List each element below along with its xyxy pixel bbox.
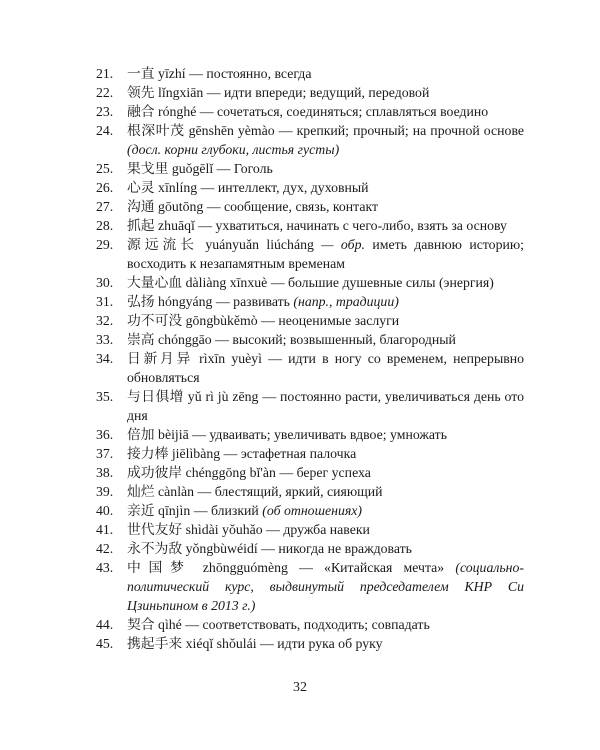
vocabulary-entry xyxy=(96,235,524,273)
entry-definition: — эстафетная палочка xyxy=(220,446,357,461)
entry-definition: — высокий; возвышенный, благородный xyxy=(211,332,456,347)
entry-definition: — блестящий, яркий, сияющий xyxy=(194,484,383,499)
entry-term: 领先 lǐngxiān xyxy=(127,85,204,100)
vocabulary-entry xyxy=(96,558,524,615)
entry-definition: — дружба навеки xyxy=(262,522,370,537)
vocabulary-entry xyxy=(96,425,524,444)
entry-number: 31. xyxy=(96,294,114,309)
vocabulary-entry xyxy=(96,64,524,83)
entry-note: — обр. xyxy=(313,237,365,252)
entry-definition: — идти в ногу со временем, непрерывно обновляться xyxy=(127,351,525,385)
entry-text xyxy=(127,349,524,387)
entry-text xyxy=(127,558,524,615)
vocabulary-entry xyxy=(96,501,524,520)
entry-term: 心灵 xīnlíng xyxy=(127,180,198,195)
entry-text xyxy=(127,615,524,634)
entry-number: 33. xyxy=(96,332,114,347)
entry-definition: — неоценимые заслуги xyxy=(257,313,400,328)
entry-definition: — Гоголь xyxy=(213,161,273,176)
page-number: 32 xyxy=(293,680,307,695)
vocabulary-entry xyxy=(96,178,524,197)
entry-definition: — идти впереди; ведущий, передовой xyxy=(203,85,430,100)
entry-definition: — сочетаться, соединяться; сплавляться воедино xyxy=(196,104,489,119)
entry-number: 23. xyxy=(96,104,114,119)
entry-text xyxy=(127,197,524,216)
entry-number: 40. xyxy=(96,503,114,518)
entry-term: 契合 qìhé xyxy=(127,617,182,632)
entry-number: 28. xyxy=(96,218,114,233)
vocabulary-entry xyxy=(96,292,524,311)
entry-text xyxy=(127,216,524,235)
vocabulary-entry xyxy=(96,349,524,387)
entry-text xyxy=(127,159,524,178)
vocabulary-entry xyxy=(96,539,524,558)
vocabulary-entry xyxy=(96,387,524,425)
vocabulary-entry xyxy=(96,520,524,539)
entry-text xyxy=(127,463,524,482)
vocabulary-entry xyxy=(96,273,524,292)
entry-definition: — сообщение, связь, контакт xyxy=(203,199,379,214)
entry-term: 一直 yīzhí xyxy=(127,66,186,81)
entry-number: 32. xyxy=(96,313,114,328)
vocabulary-entry xyxy=(96,482,524,501)
entry-text xyxy=(127,425,524,444)
entry-text xyxy=(127,121,524,159)
entry-term: 根深叶茂 gēnshēn yèmào xyxy=(127,123,275,138)
entry-number: 27. xyxy=(96,199,114,214)
entry-definition: — никогда не враждовать xyxy=(257,541,412,556)
entry-term: 成功彼岸 chénggōng bǐ'àn xyxy=(127,465,276,480)
entry-text xyxy=(127,311,524,330)
entry-term: 携起手来 xiéqǐ shǒulái xyxy=(127,636,257,651)
entry-term: 崇高 chónggāo xyxy=(127,332,212,347)
entry-number: 44. xyxy=(96,617,114,632)
entry-number: 37. xyxy=(96,446,114,461)
entry-term: 接力棒 jiēlìbàng xyxy=(127,446,221,461)
entry-term: 大量心血 dàliàng xīnxuè xyxy=(127,275,268,290)
entry-definition: — постоянно, всегда xyxy=(185,66,312,81)
entry-term: 亲近 qīnjìn xyxy=(127,503,191,518)
entry-definition: — идти рука об руку xyxy=(256,636,383,651)
entry-number: 36. xyxy=(96,427,114,442)
vocabulary-entry xyxy=(96,197,524,216)
entry-text xyxy=(127,83,524,102)
entry-number: 22. xyxy=(96,85,114,100)
entry-number: 21. xyxy=(96,66,114,81)
entry-note: (социально-политический курс, выдвинутый председателем КНР Си Цзиньпином в 2013 г.) xyxy=(127,560,524,613)
entry-term: 果戈里 guǒgēlǐ xyxy=(127,161,214,176)
entry-note: (напр., традиции) xyxy=(293,294,399,309)
entry-definition: — ухватиться, начинать с чего-либо, взять за основу xyxy=(194,218,507,233)
entry-text xyxy=(127,64,524,83)
entry-number: 34. xyxy=(96,351,114,366)
entry-number: 38. xyxy=(96,465,114,480)
entry-term: 源远流长 yuányuǎn liúcháng xyxy=(127,237,314,252)
entry-definition: — развивать xyxy=(212,294,294,309)
entry-number: 29. xyxy=(96,237,114,252)
entry-number: 24. xyxy=(96,123,114,138)
entry-definition: — берег успеха xyxy=(275,465,371,480)
entry-term: 日新月异 rìxīn yuèyì xyxy=(127,351,263,366)
entry-text xyxy=(127,444,524,463)
vocabulary-entry xyxy=(96,311,524,330)
entry-definition: — близкий xyxy=(190,503,263,518)
entry-note: (об отношениях) xyxy=(262,503,362,518)
entry-text xyxy=(127,539,524,558)
entry-text xyxy=(127,330,524,349)
entry-term: 中国梦 zhōngguómèng xyxy=(127,560,288,575)
entry-term: 融合 rónghé xyxy=(127,104,197,119)
vocabulary-entry xyxy=(96,444,524,463)
entry-definition: — удваивать; увеличивать вдвое; умножать xyxy=(188,427,447,442)
vocabulary-entry xyxy=(96,330,524,349)
entry-definition: — соответствовать, подходить; совпадать xyxy=(181,617,430,632)
entry-number: 45. xyxy=(96,636,114,651)
entry-definition: — крепкий; прочный; на прочной основе xyxy=(274,123,524,138)
entry-definition: — интеллект, дух, духовный xyxy=(197,180,369,195)
entry-text xyxy=(127,501,524,520)
vocabulary-entry xyxy=(96,634,524,653)
entry-text xyxy=(127,102,524,121)
entry-number: 26. xyxy=(96,180,114,195)
entry-text xyxy=(127,482,524,501)
entry-number: 42. xyxy=(96,541,114,556)
entry-term: 功不可没 gōngbùkěmò xyxy=(127,313,258,328)
vocabulary-entry xyxy=(96,159,524,178)
entry-text xyxy=(127,178,524,197)
entry-term: 沟通 gōutōng xyxy=(127,199,204,214)
entry-number: 43. xyxy=(96,560,114,575)
entry-text xyxy=(127,387,524,425)
entry-text xyxy=(127,292,524,311)
entry-text xyxy=(127,634,524,653)
vocabulary-entry xyxy=(96,83,524,102)
entry-definition: — «Китайская мечта» xyxy=(287,560,456,575)
entry-term: 灿烂 cànlàn xyxy=(127,484,195,499)
entry-number: 39. xyxy=(96,484,114,499)
entry-term: 永不为敌 yǒngbùwéidí xyxy=(127,541,258,556)
entry-term: 弘扬 hóngyáng xyxy=(127,294,213,309)
vocabulary-entry xyxy=(96,121,524,159)
entry-text xyxy=(127,235,524,273)
entry-number: 41. xyxy=(96,522,114,537)
entry-text xyxy=(127,520,524,539)
entry-term: 倍加 bèijiā xyxy=(127,427,189,442)
vocabulary-entry xyxy=(96,102,524,121)
entry-definition: иметь давнюю историю; восходить к незапамятным временам xyxy=(127,237,524,271)
vocabulary-entry xyxy=(96,615,524,634)
entry-number: 30. xyxy=(96,275,114,290)
entry-term: 与日俱增 yǔ rì jù zēng xyxy=(127,389,259,404)
entry-definition: — постоянно расти, увеличиваться день ото дня xyxy=(127,389,524,423)
vocabulary-entry xyxy=(96,463,524,482)
entry-note: (досл. корни глубоки, листья густы) xyxy=(127,142,340,157)
entry-number: 25. xyxy=(96,161,114,176)
vocabulary-entry xyxy=(96,216,524,235)
entry-text xyxy=(127,273,524,292)
entry-number: 35. xyxy=(96,389,114,404)
entry-term: 世代友好 shìdài yǒuhǎo xyxy=(127,522,263,537)
entry-term: 抓起 zhuāqǐ xyxy=(127,218,195,233)
entry-definition: — большие душевные силы (энергия) xyxy=(267,275,494,290)
